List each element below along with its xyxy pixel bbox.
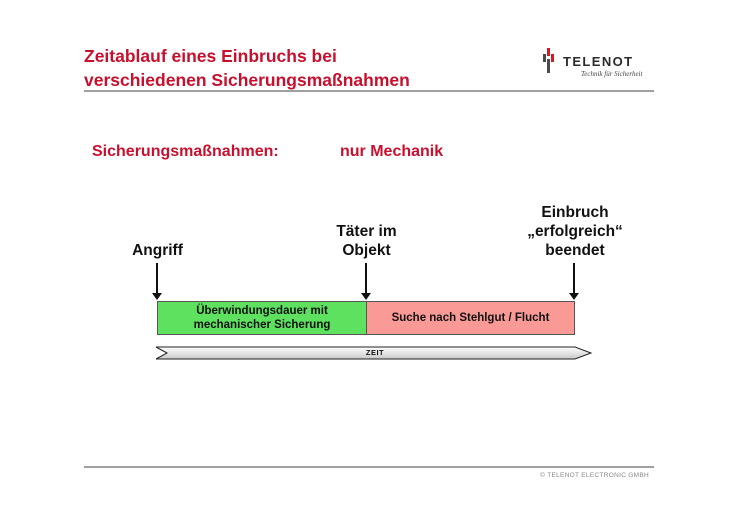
event-burglary-completed-label — [510, 203, 640, 260]
timeline-arrow — [155, 345, 595, 361]
measures-value: nur Mechanik — [340, 143, 444, 160]
telenot-logo-icon — [543, 48, 557, 78]
completed-marker-arrow — [573, 263, 575, 295]
title-line-2: verschiedenen Sicherungsmaßnahmen — [84, 70, 410, 90]
measures-label: Sicherungsmaßnahmen: — [92, 143, 279, 160]
phase-search-line-1: Suche nach Stehlgut / Flucht — [391, 312, 550, 324]
event-completed-line-2: „erfolgreich“ — [527, 223, 623, 240]
logo-tagline: Technik für Sicherheit — [581, 70, 643, 78]
intruder-marker-arrow — [365, 263, 367, 295]
phase-mech-line-1: Überwindungsdauer mit — [196, 305, 328, 317]
event-intruder-inside-label — [314, 222, 419, 260]
footer-divider — [84, 466, 654, 468]
title-line-1: Zeitablauf eines Einbruchs bei — [84, 46, 337, 66]
phase-mechanical-resistance — [157, 301, 367, 335]
copyright-footer: © TELENOT ELECTRONIC GMBH — [540, 472, 649, 479]
event-completed-line-3: beendet — [545, 242, 605, 259]
event-intruder-line-2: Objekt — [342, 242, 391, 259]
phase-mech-line-2: mechanischer Sicherung — [193, 319, 331, 331]
logo-name: TELENOT — [563, 54, 634, 69]
event-intruder-line-1: Täter im — [336, 223, 397, 240]
timeline-label: ZEIT — [365, 348, 385, 357]
event-attack-label — [110, 241, 205, 260]
page-title — [84, 44, 410, 92]
telenot-logo — [543, 48, 653, 82]
event-attack-line-1: Angriff — [132, 242, 183, 259]
event-completed-line-1: Einbruch — [541, 204, 609, 221]
attack-marker-arrow — [156, 263, 158, 295]
phase-search-escape — [366, 301, 575, 335]
header-divider — [84, 90, 654, 92]
